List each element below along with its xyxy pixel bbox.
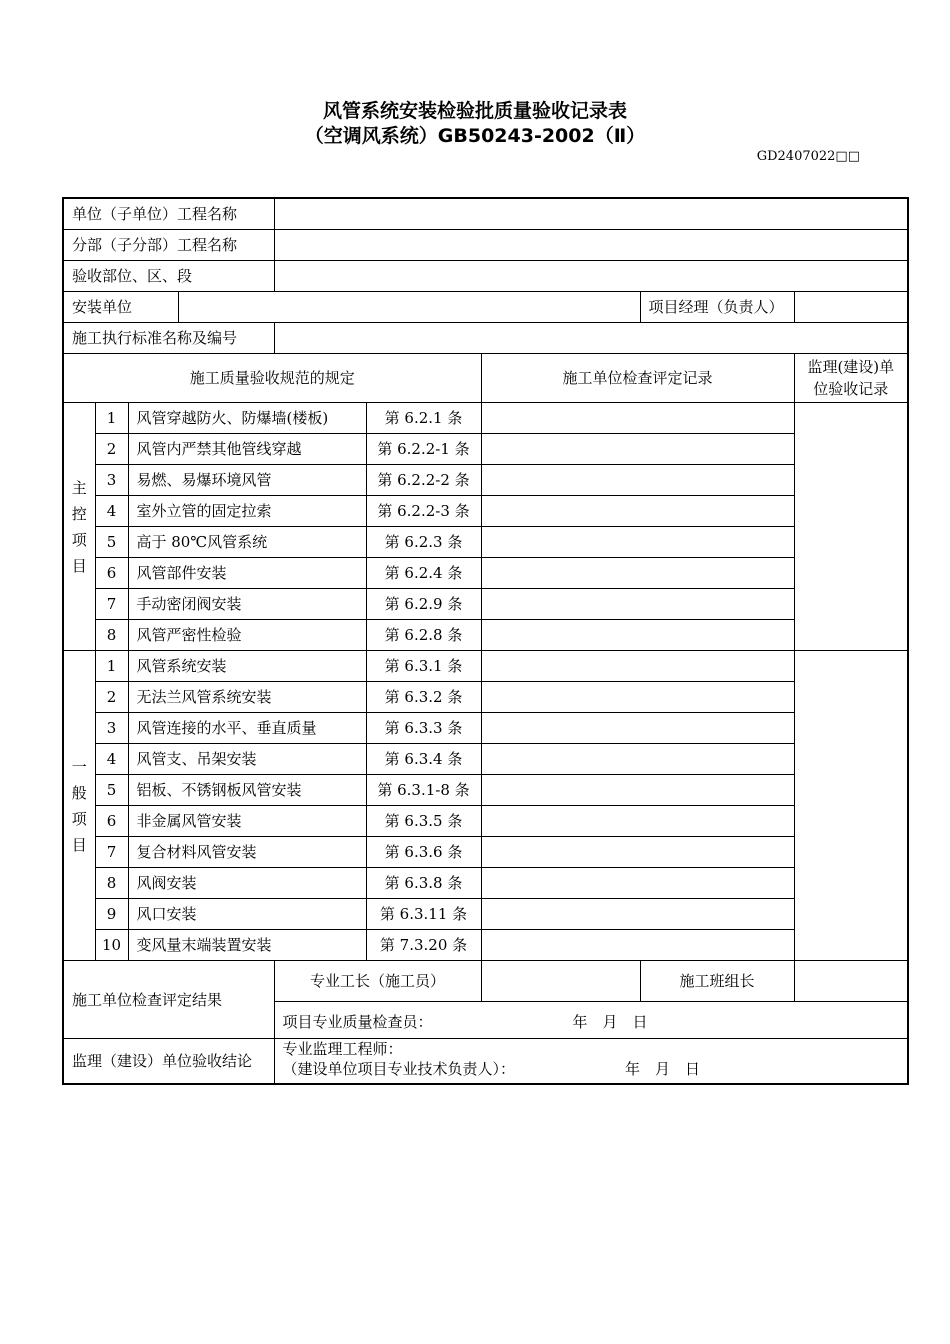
spec-header: 施工质量验收规范的规定	[63, 354, 481, 403]
check-record-cell[interactable]	[481, 868, 794, 899]
item-clause: 第 6.3.6 条	[366, 837, 481, 868]
form-subtitle: （空调风系统）GB50243-2002（Ⅱ）	[304, 125, 646, 147]
main-control-row	[63, 496, 908, 527]
foreman-field[interactable]	[481, 961, 640, 1002]
form-code: GD2407022□□	[756, 149, 860, 164]
check-record-cell[interactable]	[481, 806, 794, 837]
unit-project-label: 单位（子单位）工程名称	[63, 198, 274, 230]
installer-field[interactable]	[178, 292, 640, 323]
item-clause: 第 6.2.2-2 条	[366, 465, 481, 496]
general-row	[63, 930, 908, 961]
item-clause: 第 6.3.1 条	[366, 651, 481, 682]
item-clause: 第 6.3.5 条	[366, 806, 481, 837]
result-date: 年 月 日	[572, 1013, 648, 1031]
item-clause: 第 6.2.8 条	[366, 620, 481, 651]
general-row	[63, 837, 908, 868]
general-row	[63, 713, 908, 744]
main-control-row	[63, 403, 908, 434]
item-number: 1	[95, 651, 128, 682]
inspector-label: 项目专业质量检查员：	[282, 1013, 433, 1031]
check-record-cell[interactable]	[481, 496, 794, 527]
item-name: 复合材料风管安装	[128, 837, 366, 868]
general-row	[63, 899, 908, 930]
main-control-row	[63, 589, 908, 620]
team-leader-field[interactable]	[794, 961, 908, 1002]
general-row	[63, 651, 908, 682]
item-number: 7	[95, 837, 128, 868]
item-clause: 第 6.2.9 条	[366, 589, 481, 620]
item-number: 7	[95, 589, 128, 620]
check-record-cell[interactable]	[481, 465, 794, 496]
general-row	[63, 868, 908, 899]
item-number: 3	[95, 465, 128, 496]
inspection-table	[62, 197, 909, 1085]
item-name: 无法兰风管系统安装	[128, 682, 366, 713]
check-record-cell[interactable]	[481, 930, 794, 961]
item-name: 风口安装	[128, 899, 366, 930]
check-record-cell[interactable]	[481, 620, 794, 651]
supervisor-signature[interactable]	[274, 1039, 908, 1085]
sub-project-field[interactable]	[274, 230, 908, 261]
item-name: 风管严密性检验	[128, 620, 366, 651]
installer-label: 安装单位	[63, 292, 178, 323]
supervisor-header: 监理(建设)单 位验收记录	[794, 354, 908, 403]
check-record-cell[interactable]	[481, 403, 794, 434]
item-clause: 第 7.3.20 条	[366, 930, 481, 961]
item-name: 风管连接的水平、垂直质量	[128, 713, 366, 744]
item-number: 2	[95, 434, 128, 465]
manager-label: 项目经理（负责人）	[640, 292, 794, 323]
check-record-cell[interactable]	[481, 713, 794, 744]
item-name: 风管系统安装	[128, 651, 366, 682]
item-name: 风阀安装	[128, 868, 366, 899]
item-clause: 第 6.3.8 条	[366, 868, 481, 899]
check-record-cell[interactable]	[481, 589, 794, 620]
item-name: 风管内严禁其他管线穿越	[128, 434, 366, 465]
check-record-cell[interactable]	[481, 775, 794, 806]
form-title: 风管系统安装检验批质量验收记录表	[322, 100, 627, 122]
check-record-cell[interactable]	[481, 682, 794, 713]
general-row	[63, 806, 908, 837]
general-supervisor-cell[interactable]	[794, 651, 908, 961]
item-name: 风管部件安装	[128, 558, 366, 589]
unit-project-field[interactable]	[274, 198, 908, 230]
main-control-row	[63, 620, 908, 651]
item-name: 变风量末端装置安装	[128, 930, 366, 961]
item-number: 6	[95, 558, 128, 589]
item-name: 高于 80℃风管系统	[128, 527, 366, 558]
general-row	[63, 682, 908, 713]
sub-project-label: 分部（子分部）工程名称	[63, 230, 274, 261]
item-clause: 第 6.2.1 条	[366, 403, 481, 434]
item-clause: 第 6.3.4 条	[366, 744, 481, 775]
item-name: 手动密闭阀安装	[128, 589, 366, 620]
check-header: 施工单位检查评定记录	[481, 354, 794, 403]
check-record-cell[interactable]	[481, 744, 794, 775]
standard-field[interactable]	[274, 323, 908, 354]
item-name: 风管支、吊架安装	[128, 744, 366, 775]
item-number: 5	[95, 527, 128, 558]
item-clause: 第 6.2.2-3 条	[366, 496, 481, 527]
engineer-label: 专业监理工程师：	[282, 1040, 403, 1058]
manager-field[interactable]	[794, 292, 908, 323]
result-label: 施工单位检查评定结果	[63, 961, 274, 1039]
item-name: 铝板、不锈钢板风管安装	[128, 775, 366, 806]
item-number: 9	[95, 899, 128, 930]
item-clause: 第 6.2.3 条	[366, 527, 481, 558]
section-label: 验收部位、区、段	[63, 261, 274, 292]
check-record-cell[interactable]	[481, 434, 794, 465]
item-number: 6	[95, 806, 128, 837]
team-leader-label: 施工班组长	[640, 961, 794, 1002]
item-clause: 第 6.2.2-1 条	[366, 434, 481, 465]
main-control-row	[63, 558, 908, 589]
item-number: 2	[95, 682, 128, 713]
general-row	[63, 775, 908, 806]
result-signature[interactable]	[274, 1002, 908, 1039]
general-label: 一 般 项 目	[63, 651, 95, 961]
check-record-cell[interactable]	[481, 558, 794, 589]
owner-tech-label: （建设单位项目专业技术负责人）：	[282, 1060, 516, 1078]
item-clause: 第 6.2.4 条	[366, 558, 481, 589]
item-number: 1	[95, 403, 128, 434]
supervisor-date: 年 月 日	[625, 1060, 701, 1078]
main-control-label: 主 控 项 目	[63, 403, 95, 651]
main-control-row	[63, 465, 908, 496]
item-number: 10	[95, 930, 128, 961]
item-name: 风管穿越防火、防爆墙(楼板)	[128, 403, 366, 434]
item-number: 4	[95, 744, 128, 775]
item-number: 3	[95, 713, 128, 744]
item-clause: 第 6.3.1-8 条	[366, 775, 481, 806]
section-field[interactable]	[274, 261, 908, 292]
check-record-cell[interactable]	[481, 527, 794, 558]
check-record-cell[interactable]	[481, 899, 794, 930]
main-control-supervisor-cell[interactable]	[794, 403, 908, 651]
item-number: 5	[95, 775, 128, 806]
check-record-cell[interactable]	[481, 837, 794, 868]
item-name: 非金属风管安装	[128, 806, 366, 837]
item-clause: 第 6.3.11 条	[366, 899, 481, 930]
item-name: 易燃、易爆环境风管	[128, 465, 366, 496]
item-number: 8	[95, 868, 128, 899]
general-row	[63, 744, 908, 775]
main-control-row	[63, 527, 908, 558]
item-clause: 第 6.3.3 条	[366, 713, 481, 744]
check-record-cell[interactable]	[481, 651, 794, 682]
item-number: 4	[95, 496, 128, 527]
supervisor-label: 监理（建设）单位验收结论	[63, 1039, 274, 1085]
foreman-label: 专业工长（施工员）	[274, 961, 481, 1002]
item-clause: 第 6.3.2 条	[366, 682, 481, 713]
main-control-row	[63, 434, 908, 465]
item-name: 室外立管的固定拉索	[128, 496, 366, 527]
item-number: 8	[95, 620, 128, 651]
standard-label: 施工执行标准名称及编号	[63, 323, 274, 354]
